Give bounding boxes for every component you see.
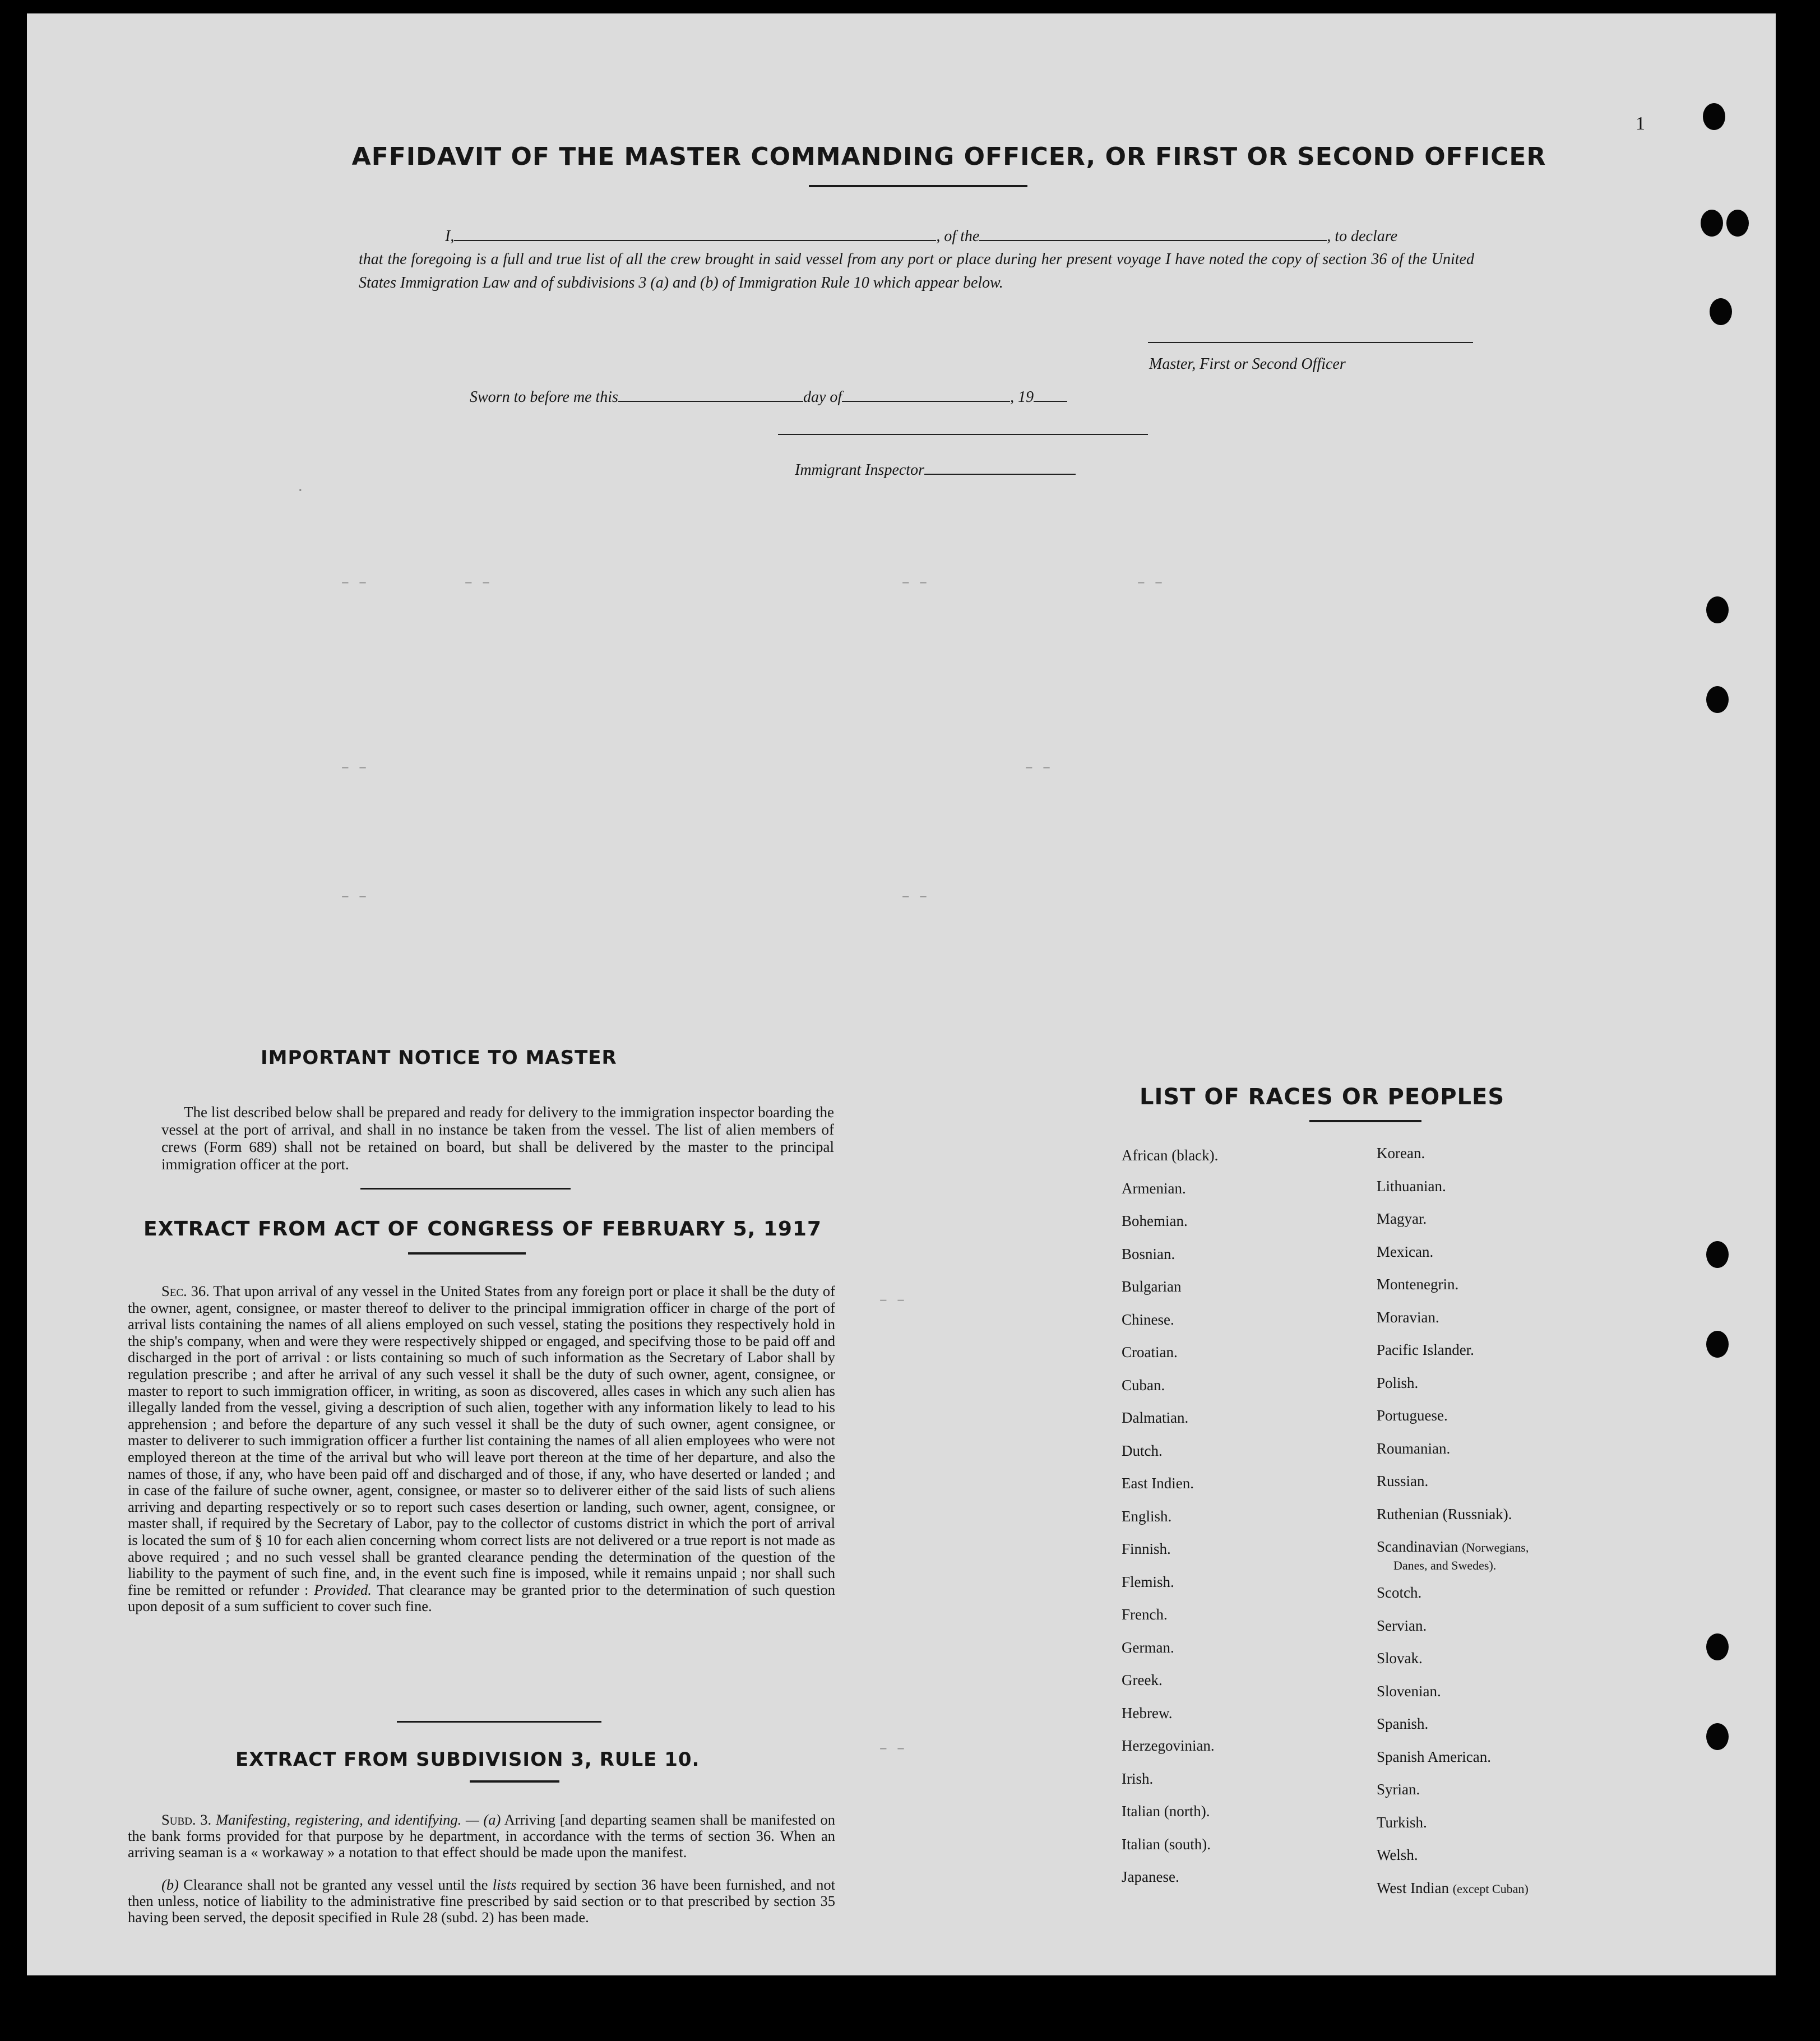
title-rule [809, 185, 1027, 187]
bleed-through-mark: – – [879, 1292, 905, 1308]
race-item: Ruthenian (Russniak). [1377, 1505, 1512, 1522]
notice-title: IMPORTANT NOTICE TO MASTER [261, 1047, 617, 1069]
inspector-signature-line [778, 433, 1148, 435]
bleed-through-mark: – – [879, 1740, 905, 1757]
notice-text: The list described below shall be prepared and ready for delivery to the immigration inspector boarding the vessel at the port of arrival, and shall in no instance be taken from the vessel. The list of alien members of crews (Form 689) shall not be retained on board, but shall be delivered by the master to the principal immigration officer at the port. [161, 1104, 834, 1173]
race-item: Herzegovinian. [1122, 1737, 1215, 1754]
of-the-label: , of the [936, 228, 980, 245]
punch-hole [1706, 1331, 1729, 1358]
race-item: Roumanian. [1377, 1440, 1451, 1457]
inspector-label: Immigrant Inspector [795, 461, 924, 479]
act-body: That upon arrival of any vessel in the United States from any foreign port or place it shall be the duty of the owner, agent, consignee, or master thereof to deliver to the principal immigration officer in charge of the port of arrival lists containing the names of all aliens employed on such vessel, stating the positions they respectively hold in the ship's company, when and were they were respectively shipped or engaged, and specifving those to be paid off and discharged in the port of arrival : or lists containing so much of such information as the Secretary of Labor shall by regulation prescribe ; and after he arrival of any such vessel it shall be the duty of such owner, agent, consignee, or master to report to such immigration officer, in writing, as soon as discovered, alles cases in which any such alien has illegally landed from the vessel, giving a description of such alien, together with any information likely to lead to his apprehension ; and before the departure of any such vessel it shall be the duty of such owner, agent consignee, or master to deliverer to such immigration officer a further list containing the names of all alien employees who were not employed thereon at the time of the arrival but who will leave port thereon at the time of her departure, and also the names of those, if any, who have been paid off and discharged and of those, if any, who have deserted or landed ; and in case of the failure of suche owner, agent, consignee, or master so to deliverer either of the said lists of such aliens arriving and departing respectively or so to report such cases desertion or landing, such owner, agent, consignee, or master shall, if required by the Secretary of Labor, pay to the collector of customs district in which the port of arrival is located the sum of § 10 for each alien concerning whom correct lists are not delivered or a true report is not made as above required ; and no such vessel shall be granted clearance pending the determination of the question of the liability to the payment of such fine, and, in the event such fine is imposed, while it remains unpaid ; nor shall such fine be remitted or refunder : [128, 1283, 835, 1598]
sworn-date-blank [618, 386, 803, 402]
race-item: Dalmatian. [1122, 1409, 1189, 1426]
inspector-blank [924, 459, 1076, 475]
race-item: Montenegrin. [1377, 1276, 1459, 1293]
subd-text-b1: Clearance shall not be granted any vessel until the [183, 1876, 488, 1893]
race-item: Bosnian. [1122, 1245, 1175, 1262]
provided-label: Provided. [314, 1581, 372, 1598]
sworn-year: , 19 [1010, 388, 1034, 406]
race-item-west-indian [1377, 1880, 1529, 1913]
race-item: Chinese. [1122, 1311, 1174, 1328]
race-item: Syrian. [1377, 1781, 1420, 1798]
punch-hole [1701, 210, 1723, 237]
rule-extract-rule [470, 1780, 559, 1783]
race-item: Italian (north). [1122, 1803, 1210, 1820]
races-left-column [1122, 1147, 1218, 1901]
act-extract-title: EXTRACT FROM ACT OF CONGRESS OF FEBRUARY 5, 1917 [143, 1218, 822, 1241]
subd-text-b2: required by section 36 have been furnished, and not then unless, notice of liability to the administrative fine prescribed by said section or to that prescribed by section 35 having been served, the deposit specified in Rule 28 (subd. 2) has been made. [128, 1876, 836, 1926]
race-item: Polish. [1377, 1374, 1419, 1391]
subd-text-a: Arriving [and departing seamen shall be manifested on the bank forms provided for that purpose by he department, in accordance with the terms of section 36. When an arriving seaman is a « workaway » a notation to that effect should be made upon the manifest. [128, 1811, 835, 1860]
race-item: French. [1122, 1606, 1168, 1623]
act-rule [408, 1252, 526, 1255]
race-item: Bulgarian [1122, 1278, 1182, 1295]
race-item: Portuguese. [1377, 1407, 1448, 1424]
race-item: Dutch. [1122, 1442, 1163, 1459]
race-item: Greek. [1122, 1672, 1163, 1688]
sworn-line [470, 386, 1067, 406]
scandinavian-note: (Norwegians, [1462, 1540, 1529, 1554]
master-signature-line [1148, 341, 1473, 343]
b-label: (b) [161, 1876, 179, 1893]
race-item: Slovak. [1377, 1650, 1423, 1667]
name-blank [454, 225, 936, 241]
race-item: Slovenian. [1377, 1682, 1441, 1700]
race-item: African (black). [1122, 1147, 1219, 1164]
bleed-through-mark: . [296, 479, 305, 496]
race-item: Welsh. [1377, 1846, 1418, 1863]
west-indian-note: (except Cuban) [1452, 1881, 1529, 1896]
bleed-through-mark: – – [901, 888, 928, 905]
to-declare-label: , to declare [1327, 228, 1398, 245]
races-rule [1309, 1120, 1421, 1122]
race-item: Spanish American. [1377, 1748, 1491, 1765]
punch-hole [1706, 1723, 1729, 1750]
bleed-through-mark: – – [901, 574, 928, 591]
punch-hole [1706, 1633, 1729, 1660]
bleed-through-mark: – – [341, 574, 367, 591]
race-item-scandinavian [1377, 1538, 1529, 1584]
bleed-through-mark: – – [341, 759, 367, 776]
race-item: Servian. [1377, 1617, 1427, 1634]
punch-hole [1706, 596, 1729, 623]
race-item: Croatian. [1122, 1344, 1178, 1360]
race-item: Japanese. [1122, 1868, 1179, 1885]
race-item: Armenian. [1122, 1179, 1186, 1197]
punch-hole [1726, 210, 1749, 237]
race-item: English. [1122, 1507, 1172, 1525]
document-page [27, 13, 1776, 1975]
subd-heading: Manifesting, registering, and identifying. — (a) [215, 1811, 501, 1828]
race-item: Russian. [1377, 1473, 1429, 1489]
race-item-label: Scandinavian [1377, 1538, 1458, 1555]
rule-extract-text [128, 1812, 835, 1860]
sworn-prefix: Sworn to before me this [470, 388, 618, 406]
race-item-label: West Indian [1377, 1879, 1449, 1896]
race-item: Moravian. [1377, 1308, 1439, 1326]
punch-hole [1710, 298, 1732, 325]
race-item: Finnish. [1122, 1540, 1171, 1557]
race-item: Turkish. [1377, 1813, 1427, 1831]
act-body-end: That clearance may be granted prior to the determination of such question upon deposit of a sum sufficient to cover such fine. [128, 1581, 835, 1615]
race-item: Magyar. [1377, 1210, 1427, 1227]
affidavit-paragraph: that the foregoing is a full and true list of all the crew brought in said vessel from any port or place during her present voyage I have noted the copy of section 36 of the United States Immigration Law and of subdivisions 3 (a) and (b) of Immigration Rule 10 which appear below. [359, 251, 1474, 291]
race-item: Lithuanian. [1377, 1177, 1446, 1195]
scandinavian-note-2: Danes, and Swedes). [1393, 1558, 1497, 1572]
inspector-line [795, 459, 1076, 479]
race-item: Bohemian. [1122, 1212, 1188, 1229]
race-item: Hebrew. [1122, 1704, 1173, 1721]
subd-label: Subd. 3. [161, 1811, 212, 1828]
act-extract-text [128, 1283, 835, 1615]
bleed-through-mark: – – [1137, 574, 1163, 591]
punch-hole [1703, 103, 1725, 130]
affidavit-title: AFFIDAVIT OF THE MASTER COMMANDING OFFICER, OR FIRST OR SECOND OFFICER [351, 142, 1546, 171]
bleed-through-mark: – – [1025, 759, 1051, 776]
declaration-line [445, 225, 1397, 246]
rule-extract-title: EXTRACT FROM SUBDIVISION 3, RULE 10. [235, 1748, 700, 1771]
race-item: Korean. [1377, 1145, 1425, 1161]
notice-rule [360, 1188, 571, 1190]
race-item: Irish. [1122, 1770, 1154, 1787]
races-right-column [1377, 1145, 1529, 1912]
declare-i-label: I, [445, 228, 455, 245]
vessel-blank [979, 225, 1327, 241]
race-item: East Indien. [1122, 1475, 1194, 1492]
race-item: Mexican. [1377, 1243, 1434, 1260]
master-signature-label: Master, First or Second Officer [1149, 355, 1346, 373]
subd-text-lists: lists [492, 1876, 517, 1893]
sworn-month-blank [842, 386, 1010, 402]
races-title: LIST OF RACES OR PEOPLES [1140, 1084, 1505, 1110]
sec-label: Sec. 36. [161, 1283, 210, 1299]
bleed-through-mark: – – [341, 888, 367, 905]
page-number: 1 [1636, 113, 1645, 134]
sworn-day-of: day of [803, 388, 842, 406]
race-item: Cuban. [1122, 1376, 1165, 1394]
race-item: Pacific Islander. [1377, 1341, 1474, 1358]
race-item: German. [1122, 1639, 1174, 1656]
race-item: Italian (south). [1122, 1835, 1211, 1853]
rule-extract-text-b [128, 1877, 835, 1926]
sworn-year-blank [1034, 386, 1067, 402]
bleed-through-mark: – – [464, 574, 490, 591]
race-item: Flemish. [1122, 1573, 1174, 1590]
punch-hole [1706, 686, 1729, 713]
punch-hole [1706, 1241, 1729, 1268]
race-item: Spanish. [1377, 1715, 1429, 1732]
race-item: Scotch. [1377, 1584, 1422, 1601]
act-end-rule [397, 1721, 601, 1723]
